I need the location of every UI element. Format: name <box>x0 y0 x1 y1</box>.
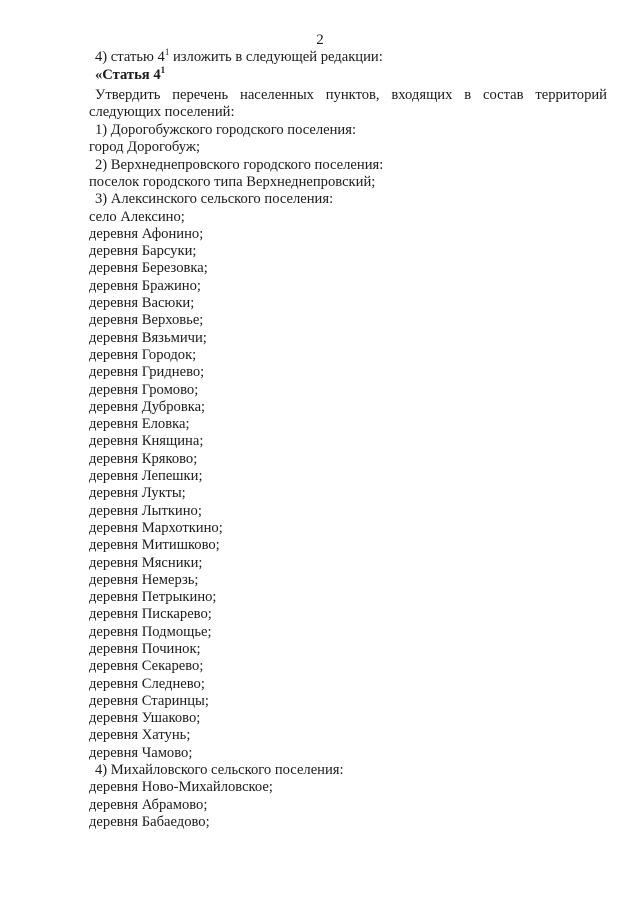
settlement-item: деревня Чамово; <box>89 745 193 761</box>
amendment-item-4-text: 4) статью 4 <box>95 49 165 65</box>
settlement-heading: 1) Дорогобужского городского поселения: <box>95 122 357 138</box>
settlement-item: деревня Хатунь; <box>89 727 191 743</box>
settlement-item: село Алексино; <box>89 209 185 225</box>
settlement-item: деревня Немерзь; <box>89 572 199 588</box>
settlement-item: деревня Лукты; <box>89 485 186 501</box>
settlement-item: деревня Громово; <box>89 382 199 398</box>
settlement-item: деревня Петрыкино; <box>89 589 217 605</box>
article-heading <box>95 67 165 84</box>
settlement-item: город Дорогобуж; <box>89 139 201 155</box>
settlement-item: деревня Городок; <box>89 347 197 363</box>
settlement-item: деревня Абрамово; <box>89 797 208 813</box>
settlement-item: деревня Верховье; <box>89 312 204 328</box>
intro-line-1: Утвердить перечень населенных пунктов, входящих в состав территорий <box>95 87 607 103</box>
amendment-item-4 <box>95 49 383 66</box>
settlement-item: деревня Мархоткино; <box>89 520 223 536</box>
settlement-item: деревня Березовка; <box>89 260 208 276</box>
settlement-item: деревня Афонино; <box>89 226 204 242</box>
settlement-item: деревня Кряково; <box>89 451 198 467</box>
settlement-item: поселок городского типа Верхнеднепровский; <box>89 174 376 190</box>
settlement-heading: 2) Верхнеднепровского городского поселения: <box>95 157 384 173</box>
intro-line-2: следующих поселений: <box>89 104 235 120</box>
article-heading-text: «Статья 4 <box>95 67 161 83</box>
settlement-item: деревня Починок; <box>89 641 201 657</box>
settlement-item: деревня Васюки; <box>89 295 195 311</box>
superscript: 1 <box>160 65 166 76</box>
settlement-item: деревня Старинцы; <box>89 693 209 709</box>
settlement-item: деревня Вязьмичи; <box>89 330 207 346</box>
settlement-item: деревня Барсуки; <box>89 243 197 259</box>
settlement-item: деревня Следнево; <box>89 676 205 692</box>
amendment-item-4-text-end: изложить в следующей редакции: <box>169 49 383 65</box>
page-number: 2 <box>316 32 324 48</box>
settlement-item: деревня Княщина; <box>89 433 204 449</box>
settlement-item: деревня Дубровка; <box>89 399 206 415</box>
settlement-item: деревня Ушаково; <box>89 710 201 726</box>
settlement-item: деревня Бабаедово; <box>89 814 210 830</box>
settlement-item: деревня Гриднево; <box>89 364 205 380</box>
settlement-item: деревня Еловка; <box>89 416 190 432</box>
settlement-item: деревня Пискарево; <box>89 606 212 622</box>
settlement-item: деревня Мясники; <box>89 555 203 571</box>
settlement-item: деревня Лепешки; <box>89 468 203 484</box>
superscript: 1 <box>164 47 170 58</box>
settlement-heading: 3) Алексинского сельского поселения: <box>95 191 334 207</box>
settlement-item: деревня Секарево; <box>89 658 204 674</box>
settlement-item: деревня Бражино; <box>89 278 201 294</box>
settlement-item: деревня Ново-Михайловское; <box>89 779 273 795</box>
settlement-item: деревня Подмощье; <box>89 624 212 640</box>
settlement-heading: 4) Михайловского сельского поселения: <box>95 762 344 778</box>
settlement-item: деревня Лыткино; <box>89 503 202 519</box>
settlement-item: деревня Митишково; <box>89 537 220 553</box>
